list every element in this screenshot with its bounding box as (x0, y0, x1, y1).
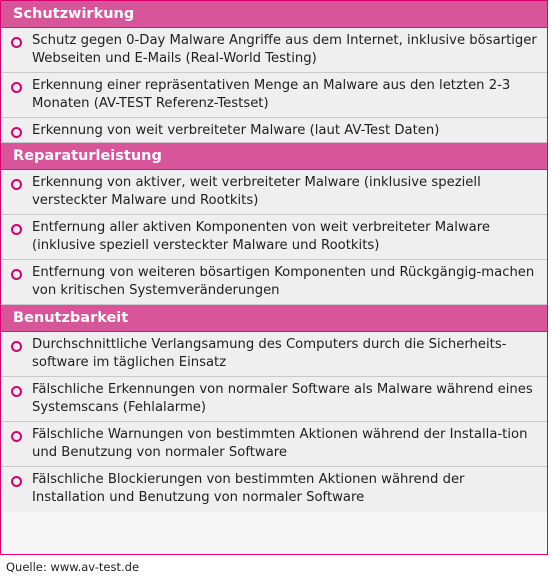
item-text: Erkennung von weit verbreiteter Malware (laut AV-Test Daten) (32, 123, 440, 138)
list-item (1, 260, 547, 305)
list-item (1, 73, 547, 118)
list-item (1, 467, 547, 512)
circle-bullet-icon (11, 341, 22, 352)
section-header-schutzwirkung: Schutzwirkung (1, 1, 547, 28)
circle-bullet-icon (11, 224, 22, 235)
item-text: Entfernung aller aktiven Komponenten von weit verbreiteter Malware (inklusive speziell versteckter Malware und Rootkits) (32, 220, 490, 253)
list-item (1, 332, 547, 377)
list-item (1, 422, 547, 467)
item-text: Fälschliche Erkennungen von normaler Software als Malware während eines Systemscans (Fehlalarme) (32, 382, 533, 415)
circle-bullet-icon (11, 431, 22, 442)
circle-bullet-icon (11, 269, 22, 280)
item-text: Schutz gegen 0-Day Malware Angriffe aus dem Internet, inklusive bösartiger Webseiten und E-Mails (Real-World Testing) (32, 33, 537, 66)
circle-bullet-icon (11, 37, 22, 48)
circle-bullet-icon (11, 476, 22, 487)
circle-bullet-icon (11, 127, 22, 138)
item-text: Fälschliche Blockierungen von bestimmten Aktionen während der Installation und Benutzung von normaler Software (32, 472, 465, 505)
circle-bullet-icon (11, 386, 22, 397)
item-text: Durchschnittliche Verlangsamung des Computers durch die Sicherheits-software im täglichen Einsatz (32, 337, 507, 370)
item-text: Erkennung von aktiver, weit verbreiteter Malware (inklusive speziell versteckter Malware und Rootkits) (32, 175, 481, 208)
item-text: Erkennung einer repräsentativen Menge an Malware aus den letzten 2-3 Monaten (AV-TEST Referenz-Testset) (32, 78, 511, 111)
list-item (1, 215, 547, 260)
item-text: Entfernung von weiteren bösartigen Komponenten und Rückgängig-machen von kritischen Systemveränderungen (32, 265, 535, 298)
item-text: Fälschliche Warnungen von bestimmten Aktionen während der Installa-tion und Benutzung von normaler Software (32, 427, 528, 460)
section-header-benutzbarkeit: Benutzbarkeit (1, 305, 547, 332)
source-note: Quelle: www.av-test.de (6, 560, 140, 574)
circle-bullet-icon (11, 179, 22, 190)
list-item (1, 118, 547, 143)
section-header-reparaturleistung: Reparaturleistung (1, 143, 547, 170)
list-item (1, 28, 547, 73)
list-item (1, 170, 547, 215)
circle-bullet-icon (11, 82, 22, 93)
list-item (1, 377, 547, 422)
